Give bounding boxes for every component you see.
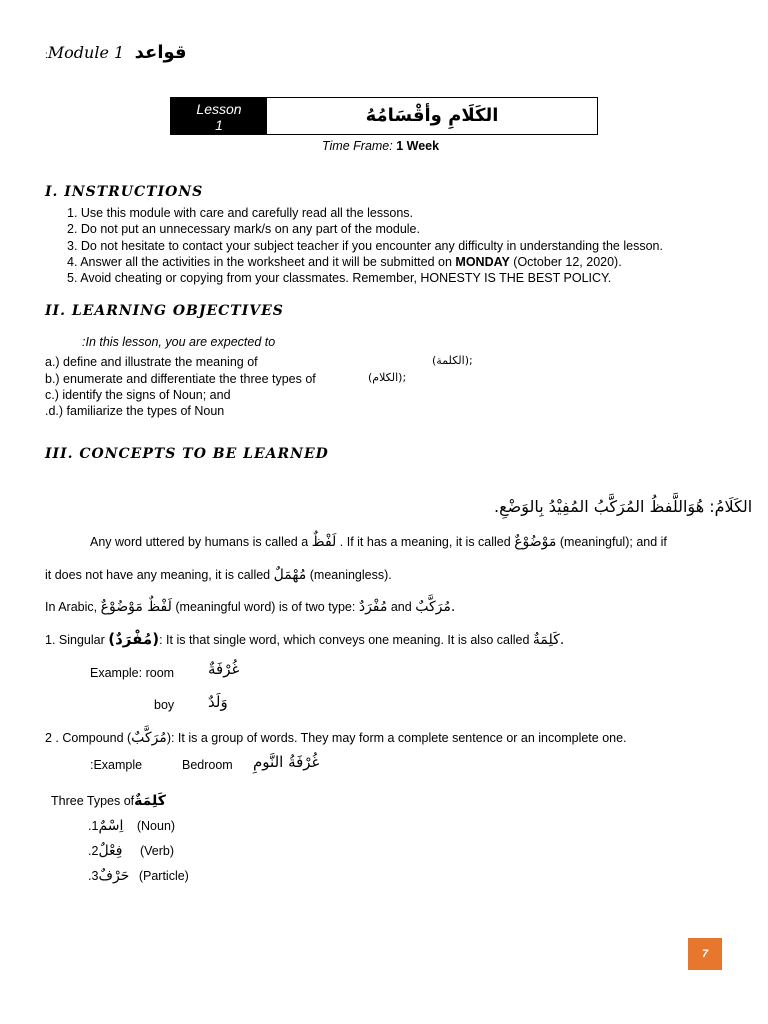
singular-line (45, 630, 564, 648)
compound-text-a: 2 . Compound ( (45, 731, 132, 745)
instruction-4-suffix: (October 12, 2020). (509, 254, 622, 269)
paragraph-1 (90, 534, 750, 550)
p3-text-a: In Arabic, (45, 600, 98, 614)
objective-a: a.) define and illustrate the meaning of (45, 355, 258, 369)
lesson-label: Lesson (196, 101, 242, 117)
example-2-label: boy (154, 698, 175, 712)
objective-a-arabic: (الكلمة); (432, 354, 473, 367)
p2-text-b: (meaningless). (309, 568, 392, 582)
singular-text: : It is that single word, which conveys one meaning. It is also called (159, 633, 530, 647)
type-arabic: اِسْمٌ (98, 818, 124, 834)
p3-arabic-1: لَفْظٌ مَوْضُوْعٌ (100, 599, 172, 615)
p1-mawdu: مَوْضُوْعٌ (514, 534, 557, 550)
lesson-title: الكَلَامِ وأقْسَامُهُ (365, 105, 499, 126)
type-num: .3 (88, 869, 99, 883)
type-arabic: فِعْلٌ (98, 843, 123, 859)
module-label: Module 1 (47, 43, 125, 62)
instruction-item: 5. Avoid cheating or copying from your classmates. Remember, HONESTY IS THE BEST POLICY. (67, 271, 612, 286)
p1-text-b: . If it has a meaning, it is called (339, 535, 511, 549)
module-arabic: قواعد (134, 42, 187, 63)
singular-arabic: (مُفْرَدٌ) (108, 630, 160, 648)
p2-text-a: it does not have any meaning, it is called (45, 568, 271, 582)
paragraph-3 (45, 599, 455, 615)
type-arabic: حَرْفٌ (98, 868, 130, 884)
definition-arabic: الكَلَامُ: هُوَاللَّفظُ المُرَكَّبُ المُفِيْدُ بِالوَضْعِ. (494, 497, 753, 516)
p2-muhmal: مُهْمَلٌ (273, 567, 307, 583)
example-3-word: Bedroom (182, 758, 233, 772)
example-1-label: Example: room (90, 666, 175, 680)
instruction-item: 1. Use this module with care and carefully read all the lessons. (67, 206, 414, 220)
types-heading (51, 793, 166, 809)
instruction-item (67, 254, 757, 270)
example-2-arabic: وَلَدٌ (208, 693, 228, 711)
type-num: .1 (88, 819, 99, 833)
p3-and: and (390, 600, 412, 614)
time-frame-value: 1 Week (396, 139, 440, 153)
objective-b-arabic: (الكلام); (368, 371, 407, 384)
p3-mufrad: مُفْرَدٌ (358, 599, 388, 615)
paragraph-2 (45, 567, 392, 583)
lesson-number: 1 (215, 117, 223, 133)
p1-text-a: Any word uttered by humans is called a (90, 535, 309, 549)
objective-d: .d.) familiarize the types of Noun (45, 404, 225, 418)
type-item-noun (88, 818, 175, 834)
objective-c: c.) identify the signs of Noun; and (45, 388, 231, 402)
p1-lafz: لَفْظٌ (311, 534, 337, 550)
time-frame (322, 139, 439, 153)
types-label: Three Types of (51, 794, 135, 808)
objectives-intro: :In this lesson, you are expected to (82, 335, 276, 349)
time-frame-label: Time Frame: (322, 139, 393, 153)
p3-text-b: (meaningful word) is of two type: (175, 600, 356, 614)
types-arabic: كَلِمَةٌ (134, 793, 166, 809)
instruction-4-prefix: 4. Answer all the activities in the worksheet and it will be submitted on (67, 254, 456, 269)
instructions-list (67, 205, 757, 286)
instruction-item: 3. Do not hesitate to contact your subject teacher if you encounter any difficulty in understanding the lesson. (67, 238, 663, 253)
lesson-header-box (170, 97, 598, 135)
type-english: (Particle) (138, 869, 189, 883)
type-num: .2 (88, 844, 99, 858)
instruction-4-bold: MONDAY (455, 254, 510, 269)
objectives-heading: II. LEARNING OBJECTIVES (45, 303, 284, 319)
type-item-verb (88, 843, 174, 859)
example-3-label: :Example (90, 758, 143, 772)
example-3-arabic: غُرْفَةُ النَّومِ (253, 753, 320, 771)
concepts-heading: III. CONCEPTS TO BE LEARNED (45, 446, 329, 462)
module-title (45, 42, 187, 63)
p3-murakkab: مُرَكَّبٌ. (415, 599, 456, 615)
type-english: (Verb) (139, 844, 175, 858)
singular-kalimah: كَلِمَةٌ. (532, 632, 565, 648)
p1-text-c: (meaningful); and if (559, 535, 667, 549)
page-number-badge: 7 (688, 938, 722, 970)
instructions-heading: I. INSTRUCTIONS (45, 184, 204, 200)
example-1-arabic: غُرْفَةٌ (208, 660, 240, 678)
objective-b: b.) enumerate and differentiate the three types of (45, 372, 316, 386)
lesson-label-cell (171, 98, 267, 134)
compound-text-b: ): It is a group of words. They may form a complete sentence or an incomplete one. (166, 731, 627, 745)
compound-arabic: مُرَكَّبٌ (131, 730, 167, 746)
singular-num: 1. Singular (45, 633, 105, 647)
type-english: (Noun) (136, 819, 176, 833)
module-colon: : (45, 50, 48, 61)
compound-line (45, 730, 627, 746)
type-item-particle (88, 868, 189, 884)
instruction-item: 2. Do not put an unnecessary mark/s on any part of the module. (67, 222, 420, 237)
